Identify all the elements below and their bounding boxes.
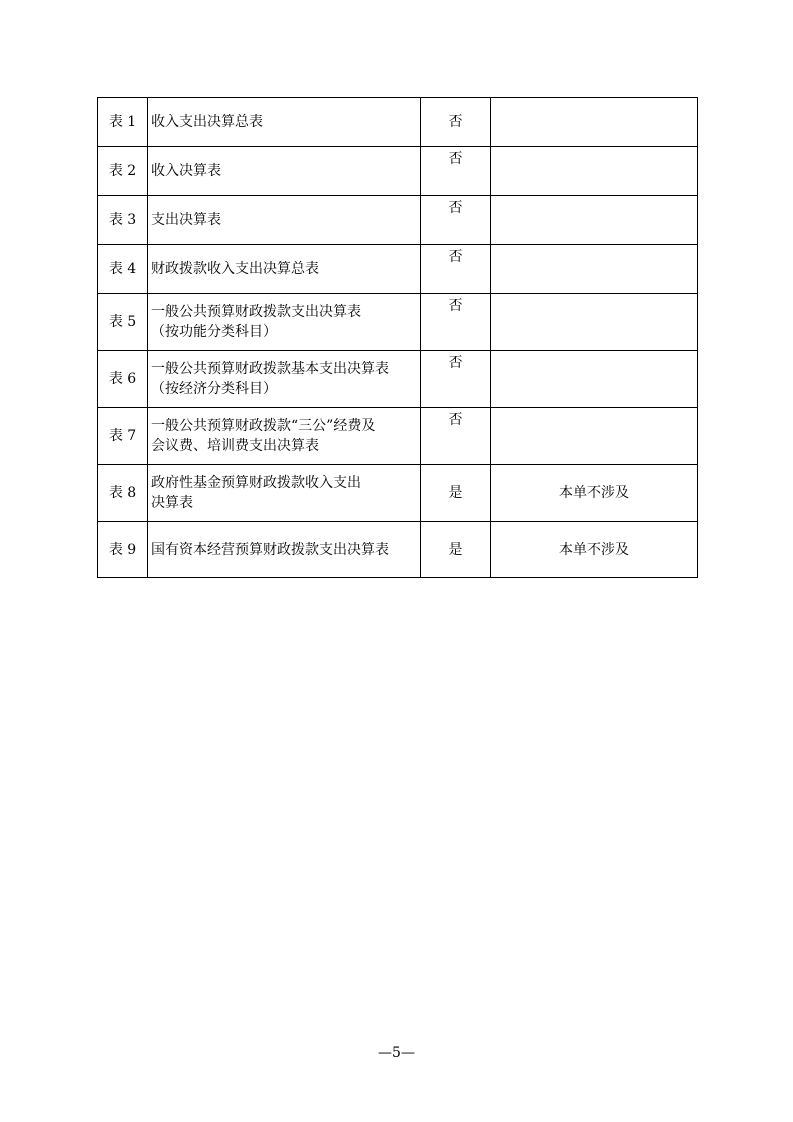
row-number: 表 6 <box>98 351 148 408</box>
row-note <box>491 98 698 147</box>
table-row <box>98 98 698 147</box>
row-number: 表 8 <box>98 465 148 522</box>
row-name: 收入决算表 <box>148 147 421 196</box>
row-name: 国有资本经营预算财政拨款支出决算表 <box>148 522 421 578</box>
row-empty-flag: 否 <box>421 196 491 245</box>
row-empty-flag: 否 <box>421 245 491 294</box>
row-number: 表 1 <box>98 98 148 147</box>
row-note: 本单不涉及 <box>491 522 698 578</box>
row-empty-flag: 是 <box>421 465 491 522</box>
row-note <box>491 351 698 408</box>
row-note <box>491 147 698 196</box>
row-empty-flag: 否 <box>421 351 491 408</box>
table-row <box>98 351 698 408</box>
table-row <box>98 522 698 578</box>
row-empty-flag: 是 <box>421 522 491 578</box>
row-number: 表 9 <box>98 522 148 578</box>
table-row <box>98 147 698 196</box>
row-note <box>491 408 698 465</box>
row-name: 财政拨款收入支出决算总表 <box>148 245 421 294</box>
row-name: 政府性基金预算财政拨款收入支出 决算表 <box>148 465 421 522</box>
table-row <box>98 294 698 351</box>
row-empty-flag: 否 <box>421 147 491 196</box>
row-number: 表 7 <box>98 408 148 465</box>
table-row <box>98 245 698 294</box>
row-number: 表 4 <box>98 245 148 294</box>
table-row <box>98 408 698 465</box>
row-empty-flag: 否 <box>421 408 491 465</box>
row-note <box>491 294 698 351</box>
row-note: 本单不涉及 <box>491 465 698 522</box>
row-name: 收入支出决算总表 <box>148 98 421 147</box>
row-name: 一般公共预算财政拨款支出决算表 （按功能分类科目） <box>148 294 421 351</box>
row-name: 支出决算表 <box>148 196 421 245</box>
table-row <box>98 196 698 245</box>
report-table <box>97 97 698 578</box>
row-note <box>491 196 698 245</box>
row-number: 表 5 <box>98 294 148 351</box>
row-number: 表 3 <box>98 196 148 245</box>
row-name: 一般公共预算财政拨款“三公”经费及 会议费、培训费支出决算表 <box>148 408 421 465</box>
page-number: —5— <box>378 1045 415 1061</box>
row-note <box>491 245 698 294</box>
row-empty-flag: 否 <box>421 98 491 147</box>
row-empty-flag: 否 <box>421 294 491 351</box>
row-name: 一般公共预算财政拨款基本支出决算表 （按经济分类科目） <box>148 351 421 408</box>
row-number: 表 2 <box>98 147 148 196</box>
table-row <box>98 465 698 522</box>
